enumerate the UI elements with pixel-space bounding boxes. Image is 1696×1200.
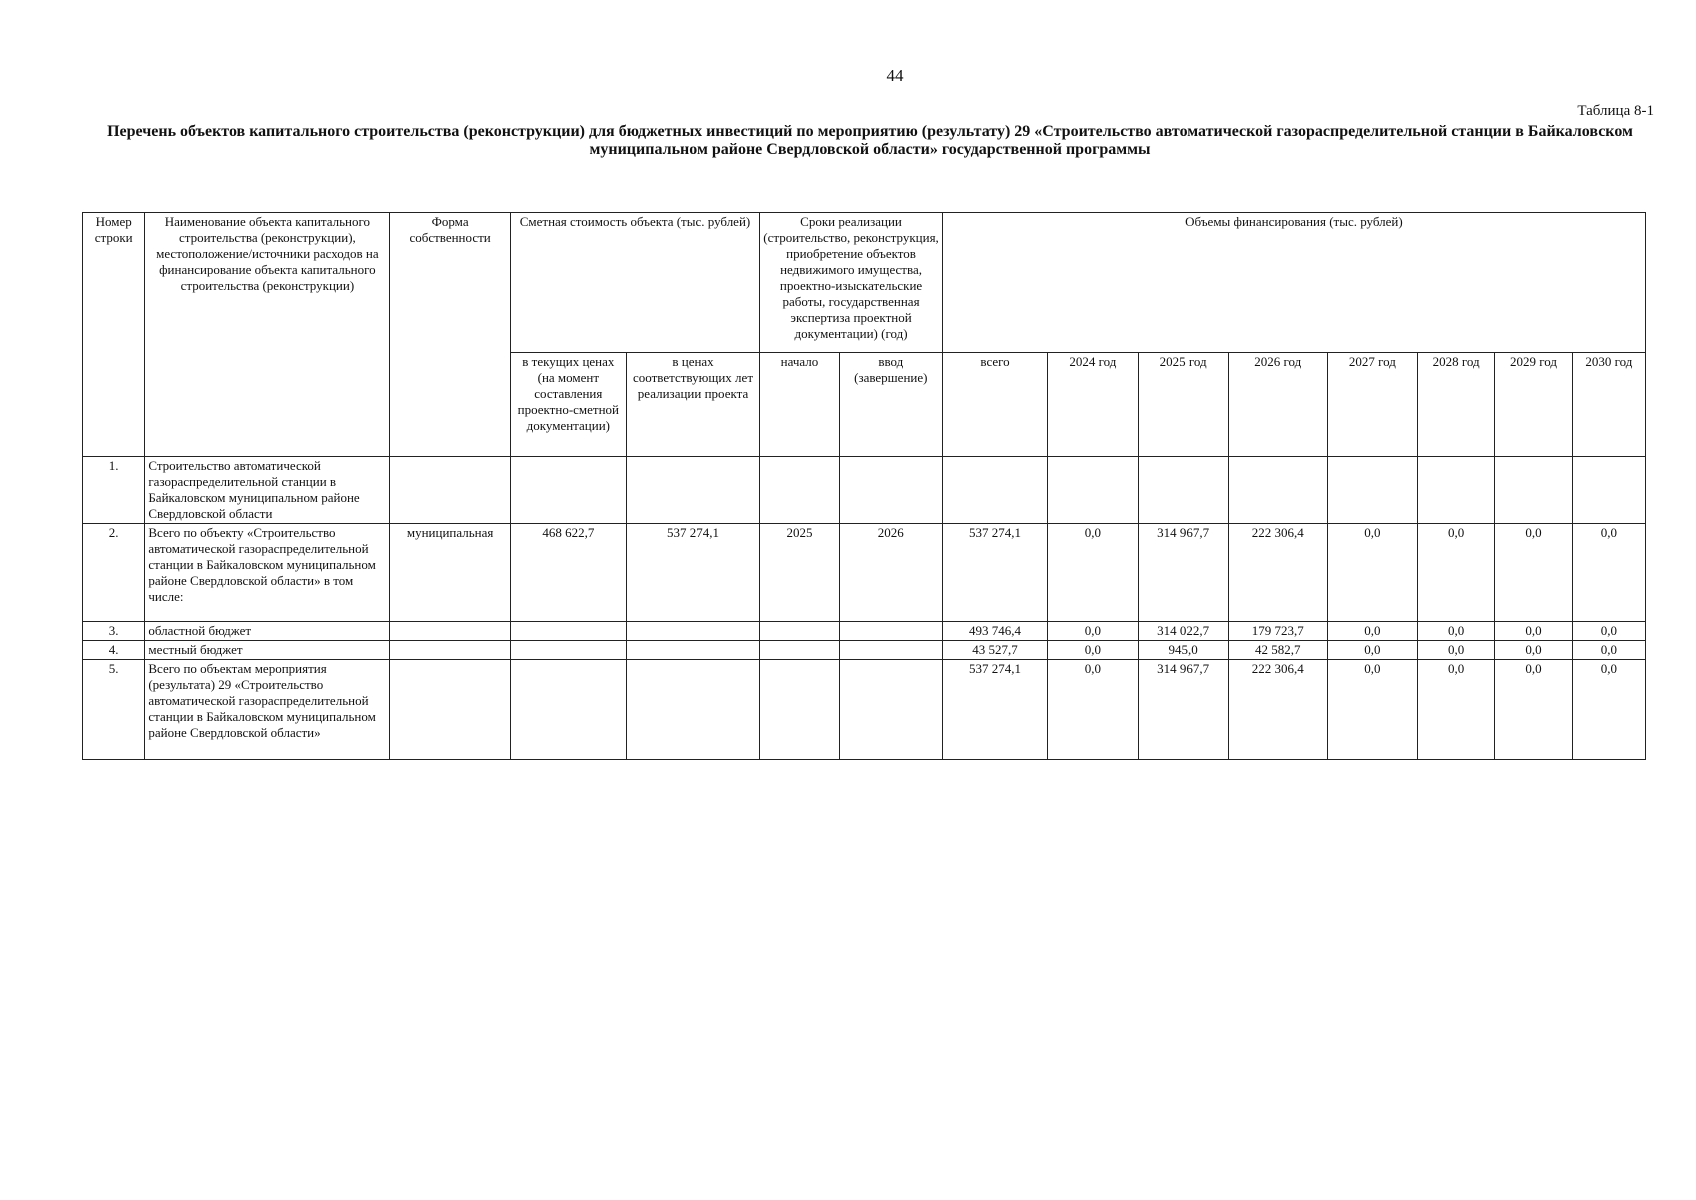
total-cell: 493 746,4 <box>942 622 1047 641</box>
y2024-cell: 0,0 <box>1048 622 1138 641</box>
cost-years-cell <box>626 641 759 660</box>
y2027-cell: 0,0 <box>1327 524 1417 622</box>
y2028-cell <box>1417 457 1494 524</box>
y2028-cell: 0,0 <box>1417 660 1494 760</box>
y2025-cell: 945,0 <box>1138 641 1228 660</box>
financing-table <box>82 212 1646 760</box>
cost-years-cell <box>626 457 759 524</box>
header-object-name: Наименование объекта капитального строительства (реконструкции), местоположение/источники расходов на финансирование объекта капитального строительства (реконструкции) <box>145 213 390 457</box>
end-cell <box>839 622 942 641</box>
header-2029: 2029 год <box>1495 353 1572 457</box>
y2030-cell: 0,0 <box>1572 622 1645 641</box>
header-estimated-cost: Сметная стоимость объекта (тыс. рублей) <box>510 213 759 353</box>
ownership-cell <box>390 660 510 760</box>
header-2030: 2030 год <box>1572 353 1645 457</box>
y2026-cell: 222 306,4 <box>1228 524 1327 622</box>
table-label: Таблица 8-1 <box>1577 103 1654 119</box>
start-cell <box>760 622 840 641</box>
y2030-cell <box>1572 457 1645 524</box>
header-cost-years: в ценах соответствующих лет реализации проекта <box>626 353 759 457</box>
header-2026: 2026 год <box>1228 353 1327 457</box>
y2027-cell <box>1327 457 1417 524</box>
header-2028: 2028 год <box>1417 353 1494 457</box>
start-cell <box>760 457 840 524</box>
header-2024: 2024 год <box>1048 353 1138 457</box>
y2024-cell: 0,0 <box>1048 660 1138 760</box>
y2028-cell: 0,0 <box>1417 641 1494 660</box>
y2030-cell: 0,0 <box>1572 641 1645 660</box>
table-row <box>83 457 1646 524</box>
row-number: 2. <box>83 524 145 622</box>
end-cell: 2026 <box>839 524 942 622</box>
y2027-cell: 0,0 <box>1327 660 1417 760</box>
header-start: начало <box>760 353 840 457</box>
end-cell <box>839 457 942 524</box>
start-cell <box>760 660 840 760</box>
start-cell: 2025 <box>760 524 840 622</box>
row-number: 4. <box>83 641 145 660</box>
header-2027: 2027 год <box>1327 353 1417 457</box>
y2029-cell: 0,0 <box>1495 660 1572 760</box>
page-number: 44 <box>886 66 904 85</box>
y2024-cell: 0,0 <box>1048 524 1138 622</box>
header-cost-current: в текущих ценах (на момент составления проектно-сметной документации) <box>510 353 626 457</box>
header-ownership: Форма собственности <box>390 213 510 457</box>
y2029-cell <box>1495 457 1572 524</box>
header-implementation-period: Сроки реализации (строительство, реконструкция, приобретение объектов недвижимого имущества, проектно-изыскательские работы, государственная экспертиза проектной документации) (год) <box>760 213 943 353</box>
table-row <box>83 524 1646 622</box>
y2026-cell: 42 582,7 <box>1228 641 1327 660</box>
y2026-cell: 222 306,4 <box>1228 660 1327 760</box>
y2029-cell: 0,0 <box>1495 524 1572 622</box>
y2025-cell: 314 967,7 <box>1138 660 1228 760</box>
object-name: Всего по объекту «Строительство автоматической газораспределительной станции в Байкаловском муниципальном районе Свердловской области» в том числе: <box>145 524 390 622</box>
header-row-number: Номер строки <box>83 213 145 457</box>
y2025-cell: 314 967,7 <box>1138 524 1228 622</box>
total-cell <box>942 457 1047 524</box>
object-name: местный бюджет <box>145 641 390 660</box>
y2026-cell: 179 723,7 <box>1228 622 1327 641</box>
y2025-cell <box>1138 457 1228 524</box>
cost-current-cell <box>510 660 626 760</box>
row-number: 5. <box>83 660 145 760</box>
table-row <box>83 641 1646 660</box>
end-cell <box>839 660 942 760</box>
y2026-cell <box>1228 457 1327 524</box>
y2027-cell: 0,0 <box>1327 641 1417 660</box>
cost-years-cell <box>626 660 759 760</box>
y2030-cell: 0,0 <box>1572 524 1645 622</box>
y2029-cell: 0,0 <box>1495 622 1572 641</box>
cost-current-cell: 468 622,7 <box>510 524 626 622</box>
cost-current-cell <box>510 622 626 641</box>
y2027-cell: 0,0 <box>1327 622 1417 641</box>
y2030-cell: 0,0 <box>1572 660 1645 760</box>
table-row <box>83 622 1646 641</box>
cost-current-cell <box>510 641 626 660</box>
y2029-cell: 0,0 <box>1495 641 1572 660</box>
ownership-cell <box>390 457 510 524</box>
cost-current-cell <box>510 457 626 524</box>
header-financing-volume: Объемы финансирования (тыс. рублей) <box>942 213 1645 353</box>
table-row <box>83 660 1646 760</box>
header-total: всего <box>942 353 1047 457</box>
object-name: Строительство автоматической газораспределительной станции в Байкаловском муниципальном районе Свердловской области <box>145 457 390 524</box>
y2028-cell: 0,0 <box>1417 524 1494 622</box>
y2028-cell: 0,0 <box>1417 622 1494 641</box>
ownership-cell <box>390 622 510 641</box>
object-name: Всего по объектам мероприятия (результата) 29 «Строительство автоматической газораспределительной станции в Байкаловском муниципальном районе Свердловской области» <box>145 660 390 760</box>
ownership-cell: муниципальная <box>390 524 510 622</box>
total-cell: 537 274,1 <box>942 660 1047 760</box>
header-2025: 2025 год <box>1138 353 1228 457</box>
total-cell: 537 274,1 <box>942 524 1047 622</box>
document-title: Перечень объектов капитального строительства (реконструкции) для бюджетных инвестиций по мероприятию (результату) 29 «Строительство автоматической газораспределительной станции в Байкаловском муниципальном районе Свердловской области» государственной программы <box>107 123 1633 158</box>
row-number: 3. <box>83 622 145 641</box>
y2025-cell: 314 022,7 <box>1138 622 1228 641</box>
total-cell: 43 527,7 <box>942 641 1047 660</box>
start-cell <box>760 641 840 660</box>
end-cell <box>839 641 942 660</box>
cost-years-cell: 537 274,1 <box>626 524 759 622</box>
header-completion: ввод (завершение) <box>839 353 942 457</box>
y2024-cell: 0,0 <box>1048 641 1138 660</box>
row-number: 1. <box>83 457 145 524</box>
y2024-cell <box>1048 457 1138 524</box>
object-name: областной бюджет <box>145 622 390 641</box>
cost-years-cell <box>626 622 759 641</box>
ownership-cell <box>390 641 510 660</box>
